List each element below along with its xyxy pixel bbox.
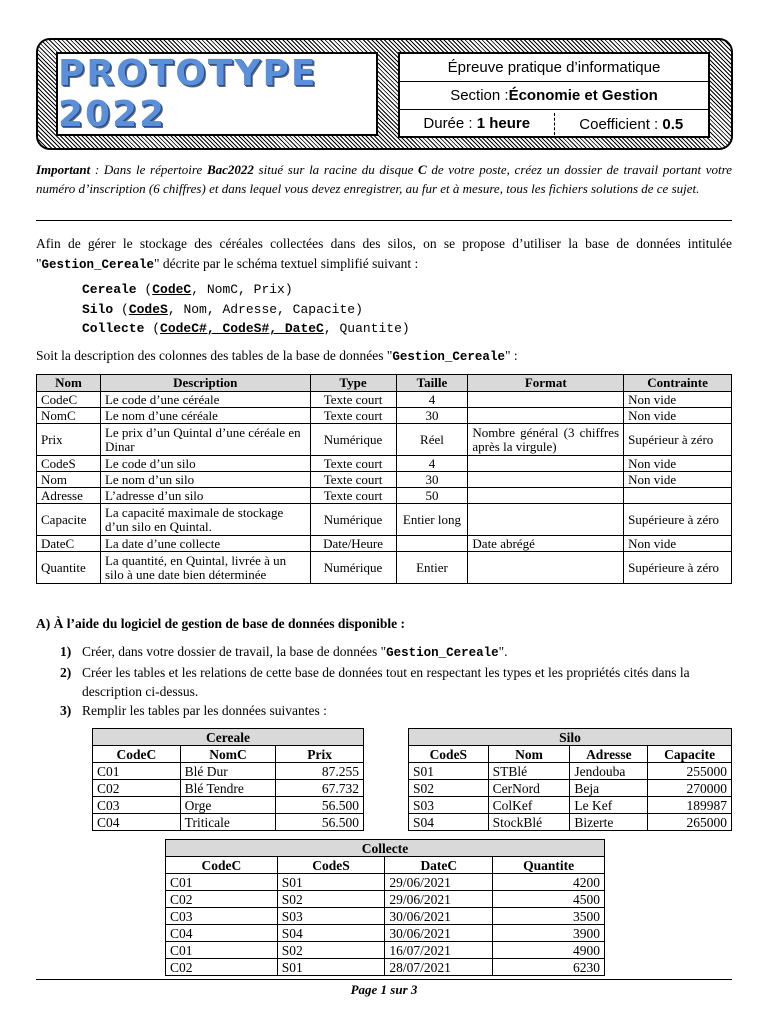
table-row <box>93 797 364 814</box>
db-name: Gestion_Cereale <box>41 258 155 272</box>
table-cell: C02 <box>166 959 278 976</box>
table-cell: 265000 <box>648 814 732 831</box>
db-name: Gestion_Cereale <box>386 646 499 660</box>
step-number: 1) <box>60 644 72 659</box>
table-cell: CodeC <box>37 392 101 408</box>
important-text-3: de votre poste, créez un dossier de travail portant votre numéro d’inscription (6 chiffres) et dans lequel vous devez enregistrer, au fur et à mesure, tous les fichiers solutions de ce sujet. <box>36 162 733 196</box>
table-cell: Non vide <box>624 536 732 552</box>
table-cell: 30/06/2021 <box>385 908 493 925</box>
table-cell: Entier long <box>396 504 468 536</box>
table-row <box>37 392 732 408</box>
table-caption-row <box>93 729 364 746</box>
table-cell: Texte court <box>310 392 396 408</box>
table-row <box>37 504 732 536</box>
coefficient <box>555 116 709 133</box>
intro-text-1: Afin de gérer le stockage des céréales collectées dans des silos, on se propose d’utiliser la base de données intitulée " <box>36 236 732 271</box>
step-text <box>82 701 327 720</box>
table-cell: S01 <box>409 763 489 780</box>
table-cell: 255000 <box>648 763 732 780</box>
steps-list <box>60 642 732 720</box>
table-cell: S03 <box>277 908 385 925</box>
table-cell: Jendouba <box>570 763 648 780</box>
table-cell: Supérieur à zéro <box>624 424 732 456</box>
schema-key: CodeC#, CodeS#, DateC <box>160 321 324 336</box>
table-row <box>93 814 364 831</box>
column-header: Taille <box>396 375 468 392</box>
logo: PROTOTYPE 2022 <box>58 53 318 135</box>
table-cell: C02 <box>93 780 181 797</box>
table-cell: La capacité maximale de stockage d’un silo en Quintal. <box>100 504 310 536</box>
table-header-row <box>37 375 732 392</box>
schema-key: CodeC <box>152 282 192 297</box>
table-cell: S03 <box>409 797 489 814</box>
duration-coef-row <box>400 110 708 138</box>
table-row <box>409 763 732 780</box>
table-row <box>409 780 732 797</box>
coef-value: 0.5 <box>662 115 684 133</box>
table-cell <box>468 488 624 504</box>
table-cell: StockBlé <box>488 814 570 831</box>
step-number: 2) <box>60 665 72 680</box>
column-header: Prix <box>276 746 364 763</box>
table-cell: Date/Heure <box>310 536 396 552</box>
table-cell: C01 <box>93 763 181 780</box>
table-cell: 30/06/2021 <box>385 925 493 942</box>
table-cell: Orge <box>180 797 276 814</box>
table-cell: Supérieure à zéro <box>624 552 732 584</box>
table-caption: Cereale <box>93 729 364 746</box>
intro-paragraph <box>36 234 732 275</box>
important-text-1: : Dans le répertoire <box>90 162 207 177</box>
schema-fields: , Nom, Adresse, Capacite) <box>167 301 363 317</box>
table-cell: Blé Tendre <box>180 780 276 797</box>
table-row <box>166 925 605 942</box>
table-cell: Quantite <box>37 552 101 584</box>
table-cell: Blé Dur <box>180 763 276 780</box>
table-cell: Texte court <box>310 456 396 472</box>
description-intro <box>36 346 732 367</box>
table-cell: S02 <box>409 780 489 797</box>
schema-cereale: Cereale (CodeC, NomC, Prix) <box>82 282 293 297</box>
table-cell: L’adresse d’un silo <box>100 488 310 504</box>
schema <box>82 280 410 339</box>
table-cell: CerNord <box>488 780 570 797</box>
table-row <box>166 959 605 976</box>
column-header: CodeC <box>166 857 278 874</box>
schema-silo: Silo (CodeS, Nom, Adresse, Capacite) <box>82 301 363 317</box>
step-item <box>60 701 732 720</box>
desc-intro-text-1: Soit la description des colonnes des tables de la base de données " <box>36 348 393 363</box>
exam-info-box <box>398 52 710 138</box>
column-header: Capacite <box>648 746 732 763</box>
table-cell: 50 <box>396 488 468 504</box>
table-cell <box>468 504 624 536</box>
table-cell: S01 <box>277 959 385 976</box>
section-label: Section : <box>450 87 509 104</box>
table-row <box>37 536 732 552</box>
table-cell <box>468 392 624 408</box>
table-row <box>166 891 605 908</box>
table-cell: 28/07/2021 <box>385 959 493 976</box>
column-header: Contrainte <box>624 375 732 392</box>
table-cell: C04 <box>166 925 278 942</box>
table-cell: Prix <box>37 424 101 456</box>
table-row <box>37 552 732 584</box>
db-name: Gestion_Cereale <box>392 350 505 364</box>
step-number: 3) <box>60 703 72 718</box>
table-cell: 4500 <box>493 891 605 908</box>
table-cell: Numérique <box>310 424 396 456</box>
step-text <box>82 663 732 701</box>
table-cell: NomC <box>37 408 101 424</box>
schema-key: CodeS <box>128 301 168 317</box>
table-cell: Texte court <box>310 488 396 504</box>
column-header: CodeC <box>93 746 181 763</box>
column-header: NomC <box>180 746 276 763</box>
table-cell: ColKef <box>488 797 570 814</box>
table-cell: Numérique <box>310 504 396 536</box>
column-header: Quantite <box>493 857 605 874</box>
table-cell: Le code d’un silo <box>100 456 310 472</box>
table-cell: C03 <box>166 908 278 925</box>
column-header: Adresse <box>570 746 648 763</box>
table-cell: C01 <box>166 942 278 959</box>
table-cell: 29/06/2021 <box>385 891 493 908</box>
step-item <box>60 663 732 701</box>
schema-table-name: Collecte <box>82 321 145 336</box>
table-cell: Le nom d’une céréale <box>100 408 310 424</box>
table-cell: C01 <box>166 874 278 891</box>
intro-text-2: " décrite par le schéma textuel simplifié suivant : <box>154 256 419 271</box>
step-item <box>60 642 732 663</box>
table-header-row <box>409 746 732 763</box>
exam-title: Épreuve pratique d’informatique <box>400 54 708 82</box>
schema-fields: , Quantite) <box>323 321 410 336</box>
table-cell: S04 <box>409 814 489 831</box>
table-header-row <box>93 746 364 763</box>
step-text <box>82 642 508 663</box>
page-number: Page 1 sur 3 <box>350 982 418 997</box>
table-cell <box>396 536 468 552</box>
disk-name: C <box>418 162 427 177</box>
table-cell: S04 <box>277 925 385 942</box>
table-caption: Collecte <box>166 840 605 857</box>
column-header: Format <box>468 375 624 392</box>
section-a-title: A) À l’aide du logiciel de gestion de base de données disponible : <box>36 616 406 631</box>
table-cell: S02 <box>277 942 385 959</box>
column-header: Nom <box>488 746 570 763</box>
table-cell: 4200 <box>493 874 605 891</box>
table-cell: Le prix d’un Quintal d’une céréale en Dinar <box>100 424 310 456</box>
table-cell: 270000 <box>648 780 732 797</box>
table-cell: Date abrégé <box>468 536 624 552</box>
table-cell <box>468 456 624 472</box>
table-cell: Entier <box>396 552 468 584</box>
table-caption-row <box>166 840 605 857</box>
footer-divider <box>36 979 732 980</box>
duration-label: Durée : <box>423 115 477 132</box>
table-cell: 30 <box>396 472 468 488</box>
table-cell <box>468 472 624 488</box>
column-header: Nom <box>37 375 101 392</box>
table-cell: S02 <box>277 891 385 908</box>
table-cell: Non vide <box>624 456 732 472</box>
table-cell: 3900 <box>493 925 605 942</box>
collecte-data-table <box>165 839 605 976</box>
table-cell: Texte court <box>310 408 396 424</box>
folder-name: Bac2022 <box>206 162 254 177</box>
step-text-part: Créer, dans votre dossier de travail, la base de données " <box>82 644 387 659</box>
table-row <box>409 814 732 831</box>
table-row <box>166 874 605 891</box>
table-cell: STBlé <box>488 763 570 780</box>
schema-table-name: Silo <box>82 301 114 317</box>
table-cell: Réel <box>396 424 468 456</box>
important-note <box>36 160 732 198</box>
table-cell: 4900 <box>493 942 605 959</box>
table-cell: C04 <box>93 814 181 831</box>
table-row <box>37 408 732 424</box>
table-row <box>409 797 732 814</box>
column-header: CodeS <box>409 746 489 763</box>
divider <box>36 220 732 221</box>
table-cell: Nombre général (3 chiffres après la virgule) <box>468 424 624 456</box>
table-row <box>93 763 364 780</box>
table-cell: Le code d’une céréale <box>100 392 310 408</box>
table-row <box>37 424 732 456</box>
table-cell: 30 <box>396 408 468 424</box>
table-cell: Capacite <box>37 504 101 536</box>
table-row <box>37 472 732 488</box>
table-cell: 4 <box>396 392 468 408</box>
table-cell: Adresse <box>37 488 101 504</box>
table-cell: 87.255 <box>276 763 364 780</box>
table-cell: 6230 <box>493 959 605 976</box>
table-cell: S01 <box>277 874 385 891</box>
duration-value: 1 heure <box>476 115 531 132</box>
column-header: Description <box>100 375 310 392</box>
important-text-2: situé sur la racine du disque <box>253 162 419 177</box>
table-caption-row <box>409 729 732 746</box>
table-cell: 3500 <box>493 908 605 925</box>
table-cell: C03 <box>93 797 181 814</box>
table-cell: Texte court <box>310 472 396 488</box>
table-cell <box>468 552 624 584</box>
table-cell: Supérieure à zéro <box>624 504 732 536</box>
table-header-row <box>166 857 605 874</box>
silo-data-table <box>408 728 732 831</box>
coef-label: Coefficient : <box>579 115 663 133</box>
desc-intro-text-2: " : <box>504 348 518 363</box>
table-cell: La date d’une collecte <box>100 536 310 552</box>
column-header: Type <box>310 375 396 392</box>
table-cell: Beja <box>570 780 648 797</box>
schema-fields: , NomC, Prix) <box>191 282 293 297</box>
table-cell: Nom <box>37 472 101 488</box>
table-cell: 56.500 <box>276 814 364 831</box>
table-cell: Non vide <box>624 472 732 488</box>
table-cell: La quantité, en Quintal, livrée à un silo à une date bien déterminée <box>100 552 310 584</box>
table-row <box>93 780 364 797</box>
table-cell: Numérique <box>310 552 396 584</box>
table-cell: 16/07/2021 <box>385 942 493 959</box>
table-cell: Bizerte <box>570 814 648 831</box>
section-row <box>400 82 708 110</box>
cereale-data-table <box>92 728 364 831</box>
section-value: Économie et Gestion <box>508 87 658 104</box>
table-cell: 56.500 <box>276 797 364 814</box>
step-text-part: ". <box>498 644 508 659</box>
column-header: DateC <box>385 857 493 874</box>
table-cell: Le Kef <box>570 797 648 814</box>
logo-box <box>56 52 378 136</box>
duration <box>400 113 555 135</box>
table-cell <box>624 488 732 504</box>
table-cell: Non vide <box>624 408 732 424</box>
table-cell: Non vide <box>624 392 732 408</box>
table-caption: Silo <box>409 729 732 746</box>
table-cell: Triticale <box>180 814 276 831</box>
columns-description-table <box>36 374 732 584</box>
table-row <box>166 908 605 925</box>
table-row <box>166 942 605 959</box>
table-cell: CodeS <box>37 456 101 472</box>
table-cell <box>468 408 624 424</box>
step-text-part: Remplir les tables par les données suivantes : <box>82 703 327 718</box>
table-cell: 189987 <box>648 797 732 814</box>
schema-table-name: Cereale <box>82 282 137 297</box>
column-header: CodeS <box>277 857 385 874</box>
table-cell: Le nom d’un silo <box>100 472 310 488</box>
table-cell: 4 <box>396 456 468 472</box>
important-label: Important <box>36 162 91 177</box>
table-cell: DateC <box>37 536 101 552</box>
table-row <box>37 456 732 472</box>
table-cell: C02 <box>166 891 278 908</box>
step-text-part: Créer les tables et les relations de cette base de données tout en respectant les types et les propriétés cités dans la description ci-dessus. <box>82 665 690 699</box>
table-cell: 67.732 <box>276 780 364 797</box>
schema-collecte: Collecte (CodeC#, CodeS#, DateC, Quantite) <box>82 321 410 336</box>
table-cell: 29/06/2021 <box>385 874 493 891</box>
table-row <box>37 488 732 504</box>
